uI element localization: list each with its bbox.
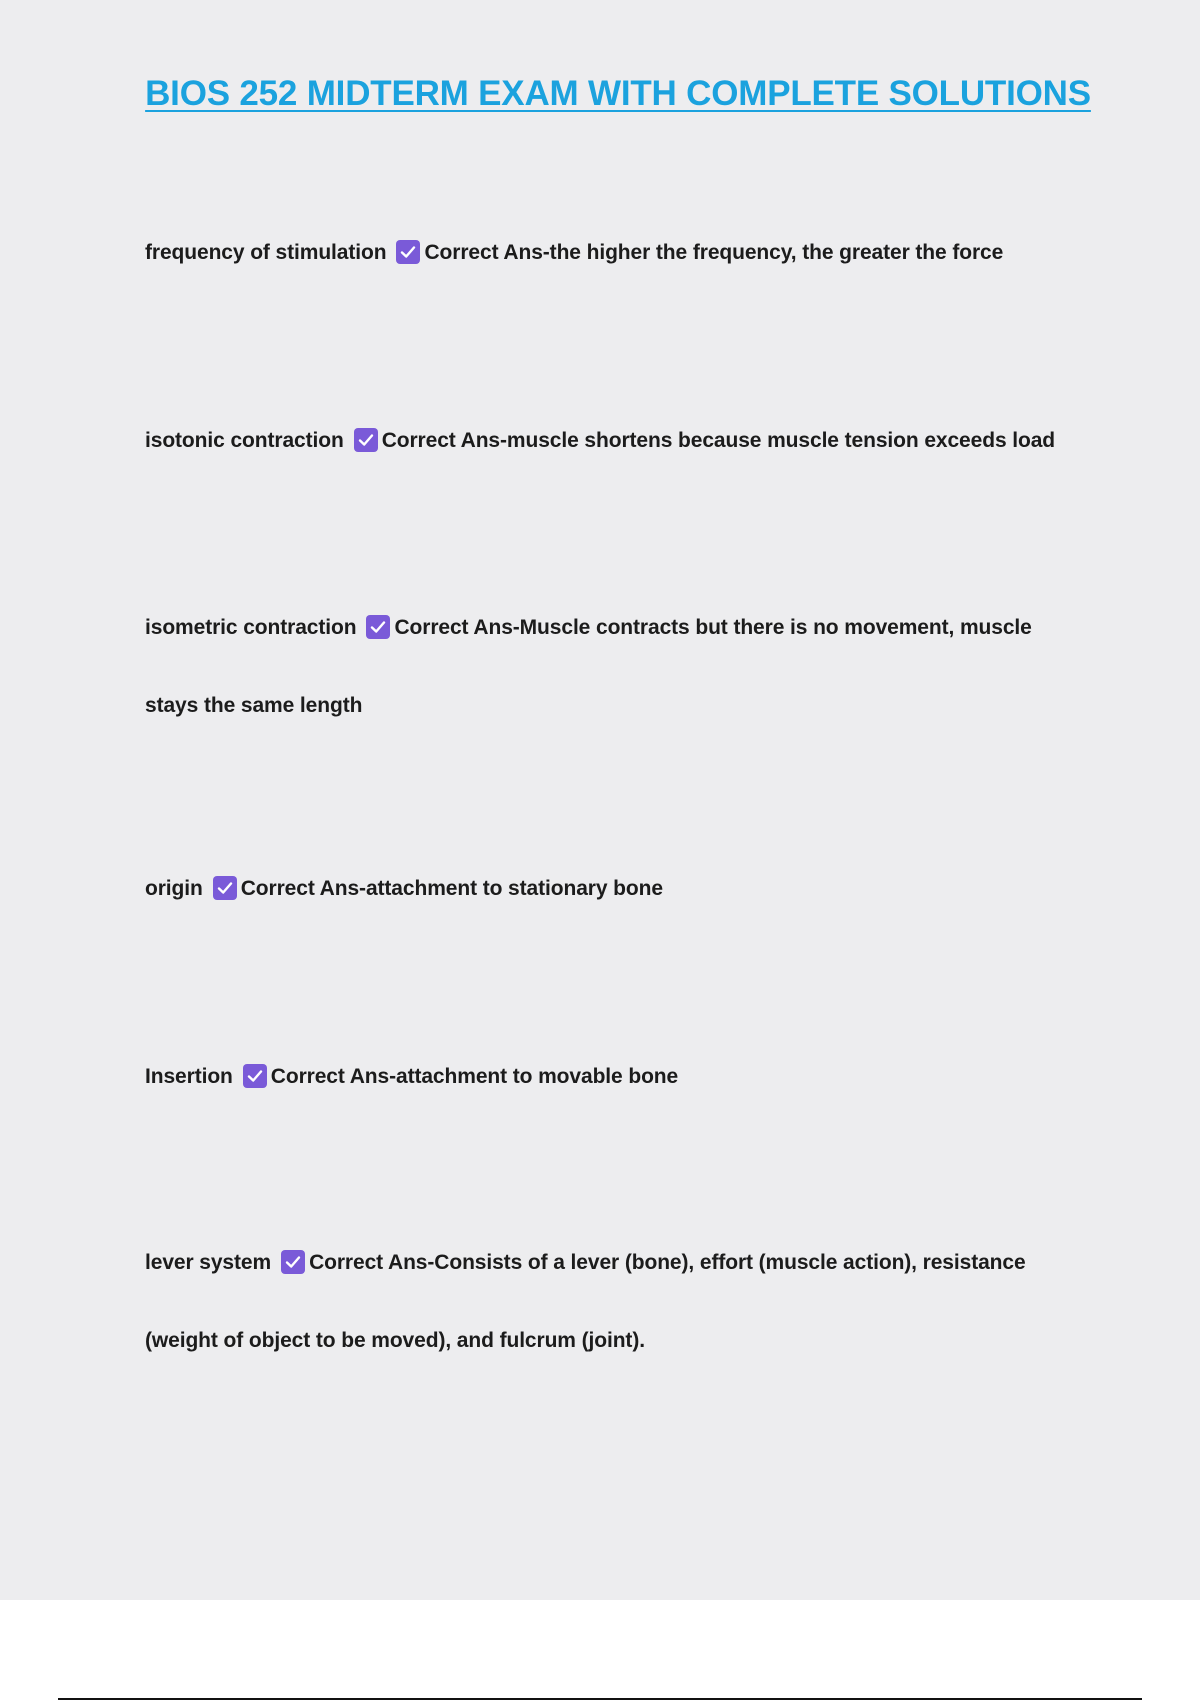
qa-answer-continuation: (weight of object to be moved), and fulcrum (joint). [145, 1329, 645, 1352]
checkbox-checked-icon [281, 1250, 305, 1274]
checkbox-checked-icon [213, 876, 237, 900]
qa-answer: Correct Ans-Consists of a lever (bone), effort (muscle action), resistance [309, 1251, 1026, 1274]
qa-term: frequency of stimulation [145, 241, 387, 264]
qa-item [145, 1038, 1065, 1116]
qa-item [145, 1224, 1065, 1380]
checkbox-checked-icon [354, 428, 378, 452]
qa-line [145, 850, 1065, 928]
qa-term: isometric contraction [145, 616, 357, 639]
qa-item [145, 402, 1065, 480]
qa-answer: Correct Ans-attachment to movable bone [270, 1065, 679, 1088]
qa-item [145, 214, 1065, 292]
qa-answer-continuation: stays the same length [145, 694, 363, 717]
document-title: BIOS 252 MIDTERM EXAM WITH COMPLETE SOLUTIONS [145, 74, 1091, 113]
qa-term: isotonic contraction [145, 429, 344, 452]
qa-line [145, 402, 1065, 480]
qa-line [145, 589, 1065, 667]
checkbox-checked-icon [396, 240, 420, 264]
checkbox-checked-icon [243, 1064, 267, 1088]
qa-item [145, 589, 1065, 745]
qa-answer: Correct Ans-the higher the frequency, the greater the force [424, 241, 1004, 264]
qa-term: Insertion [145, 1065, 233, 1088]
qa-answer: Correct Ans-muscle shortens because muscle tension exceeds load [381, 429, 1056, 452]
qa-item [145, 850, 1065, 928]
qa-answer: Correct Ans-Muscle contracts but there is no movement, muscle [394, 616, 1032, 639]
qa-term: origin [145, 877, 203, 900]
qa-answer: Correct Ans-attachment to stationary bone [240, 877, 663, 900]
qa-line [145, 1038, 1065, 1116]
qa-term: lever system [145, 1251, 272, 1274]
checkbox-checked-icon [366, 615, 390, 639]
qa-line [145, 1224, 1065, 1302]
qa-line [145, 214, 1065, 292]
